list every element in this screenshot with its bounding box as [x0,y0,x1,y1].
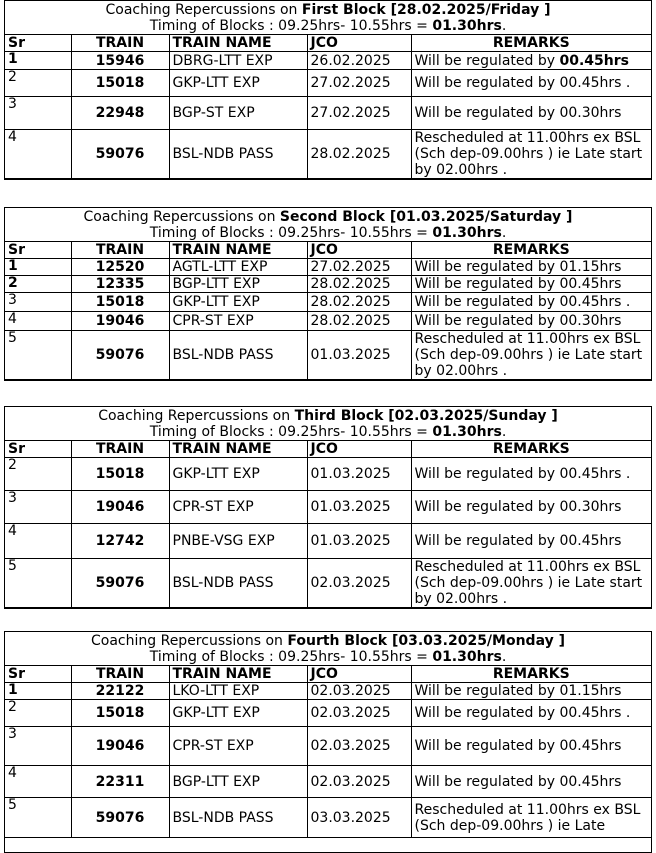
header-jco: JCO [307,666,411,683]
cell-train-name: LKO-LTT EXP [169,683,307,700]
cell-sr: 3 [5,727,71,766]
table-row [5,312,651,331]
cell-train-number: 19046 [71,727,169,766]
repercussions-table [5,241,651,380]
header-train: TRAIN [71,441,169,458]
header-remarks: REMARKS [411,35,651,52]
cell-jco-date: 26.02.2025 [307,52,411,70]
cell-train-number: 22122 [71,683,169,700]
cell-sr: 4 [5,130,71,179]
header-train: TRAIN [71,35,169,52]
cell-jco-date: 01.03.2025 [307,491,411,524]
cell-jco-date: 27.02.2025 [307,97,411,130]
cell-train-name: CPR-ST EXP [169,312,307,331]
cell-remarks: Will be regulated by 01.15hrs [411,259,651,276]
table-row [5,293,651,312]
cell-train-name: BSL-NDB PASS [169,559,307,608]
cell-sr: 4 [5,524,71,559]
cell-sr: 2 [5,276,71,293]
cell-train-name: BGP-LTT EXP [169,766,307,798]
cell-jco-date: 02.03.2025 [307,683,411,700]
table-header-row [5,35,651,52]
cell-remarks: Will be regulated by 00.45hrs [411,524,651,559]
block-second [4,207,652,381]
header-sr: Sr [5,666,71,683]
repercussions-table [5,665,651,838]
cell-train-number: 19046 [71,491,169,524]
table-row [5,559,651,608]
title-prefix: Coaching Repercussions on [83,209,280,225]
timing-prefix: Timing of Blocks : 09.25hrs- 10.55hrs = [149,225,433,241]
block-name: Second Block [01.03.2025/Saturday ] [279,209,573,225]
remarks-duration: 00.45hrs [559,52,629,69]
timing-prefix: Timing of Blocks : 09.25hrs- 10.55hrs = [149,424,433,440]
header-jco: JCO [307,242,411,259]
cell-train-name: CPR-ST EXP [169,491,307,524]
timing-suffix: . [501,649,507,665]
header-remarks: REMARKS [411,242,651,259]
header-train-name: TRAIN NAME [169,666,307,683]
cell-train-number: 12520 [71,259,169,276]
cell-jco-date: 28.02.2025 [307,312,411,331]
cell-train-number: 12335 [71,276,169,293]
table-row [5,331,651,380]
cell-jco-date: 27.02.2025 [307,259,411,276]
cell-remarks: Will be regulated by 00.45hrs [411,727,651,766]
table-row [5,97,651,130]
timing-duration: 01.30hrs [432,225,502,241]
cell-remarks: Will be regulated by 00.45hrs . [411,70,651,97]
cell-sr: 4 [5,312,71,331]
table-row [5,683,651,700]
block-timing [5,18,651,34]
cell-train-number: 15018 [71,700,169,727]
cell-remarks: Will be regulated by 00.30hrs [411,312,651,331]
cell-train-name: BGP-LTT EXP [169,276,307,293]
cell-train-name: GKP-LTT EXP [169,458,307,491]
block-fourth [4,631,652,853]
block-heading [5,407,651,440]
table-row [5,700,651,727]
cell-jco-date: 01.03.2025 [307,458,411,491]
cell-sr: 3 [5,97,71,130]
cell-train-name: GKP-LTT EXP [169,70,307,97]
cell-jco-date: 02.03.2025 [307,559,411,608]
header-train-name: TRAIN NAME [169,35,307,52]
block-title [5,408,651,424]
cell-train-name: PNBE-VSG EXP [169,524,307,559]
cell-jco-date: 01.03.2025 [307,524,411,559]
cell-jco-date: 02.03.2025 [307,727,411,766]
cell-sr: 5 [5,331,71,380]
cell-jco-date: 02.03.2025 [307,766,411,798]
cell-jco-date: 28.02.2025 [307,293,411,312]
header-jco: JCO [307,441,411,458]
cell-train-number: 59076 [71,559,169,608]
block-third [4,406,652,609]
table-header-row [5,666,651,683]
table-row [5,458,651,491]
title-prefix: Coaching Repercussions on [98,408,295,424]
cell-train-number: 15018 [71,70,169,97]
header-train: TRAIN [71,666,169,683]
cell-remarks: Will be regulated by 00.30hrs [411,491,651,524]
header-jco: JCO [307,35,411,52]
cell-train-number: 22311 [71,766,169,798]
block-title [5,209,651,225]
cell-sr: 4 [5,766,71,798]
remarks-text: Will be regulated by [414,52,560,69]
table-row [5,766,651,798]
cell-train-name: CPR-ST EXP [169,727,307,766]
cell-jco-date: 28.02.2025 [307,276,411,293]
title-prefix: Coaching Repercussions on [105,2,302,18]
header-sr: Sr [5,35,71,52]
table-row [5,491,651,524]
table-row [5,70,651,97]
cell-jco-date: 03.03.2025 [307,798,411,838]
timing-duration: 01.30hrs [432,424,502,440]
block-heading [5,208,651,241]
cell-sr: 2 [5,70,71,97]
table-header-row [5,242,651,259]
cell-train-number: 15018 [71,458,169,491]
cell-train-name: BGP-ST EXP [169,97,307,130]
cell-remarks: Will be regulated by 00.45hrs . [411,700,651,727]
cell-train-name: BSL-NDB PASS [169,798,307,838]
table-row [5,276,651,293]
cell-sr: 3 [5,293,71,312]
cell-sr: 2 [5,700,71,727]
cell-train-name: GKP-LTT EXP [169,293,307,312]
cell-train-number: 19046 [71,312,169,331]
block-timing [5,649,651,665]
table-row [5,52,651,70]
cell-sr: 5 [5,559,71,608]
cell-sr: 1 [5,683,71,700]
cell-sr: 1 [5,259,71,276]
header-remarks: REMARKS [411,666,651,683]
cell-train-name: BSL-NDB PASS [169,331,307,380]
cell-sr: 1 [5,52,71,70]
cell-sr: 5 [5,798,71,838]
block-heading [5,1,651,34]
cell-sr: 3 [5,491,71,524]
cell-train-name: AGTL-LTT EXP [169,259,307,276]
table-row [5,130,651,179]
cell-remarks [411,52,651,70]
cell-remarks: Rescheduled at 11.00hrs ex BSL (Sch dep-09.00hrs ) ie Late start by 02.00hrs . [411,331,651,380]
title-prefix: Coaching Repercussions on [91,633,288,649]
cell-train-number: 12742 [71,524,169,559]
timing-suffix: . [501,18,507,34]
cell-sr: 2 [5,458,71,491]
cell-train-number: 15018 [71,293,169,312]
header-sr: Sr [5,441,71,458]
header-sr: Sr [5,242,71,259]
cell-remarks: Will be regulated by 00.45hrs [411,276,651,293]
header-train-name: TRAIN NAME [169,242,307,259]
cell-jco-date: 02.03.2025 [307,700,411,727]
cell-remarks: Rescheduled at 11.00hrs ex BSL (Sch dep-09.00hrs ) ie Late start by 02.00hrs . [411,559,651,608]
header-remarks: REMARKS [411,441,651,458]
table-header-row [5,441,651,458]
cell-remarks: Will be regulated by 00.45hrs . [411,293,651,312]
cell-train-name: DBRG-LTT EXP [169,52,307,70]
table-row [5,259,651,276]
table-row [5,798,651,838]
cell-jco-date: 27.02.2025 [307,70,411,97]
timing-suffix: . [501,225,507,241]
timing-prefix: Timing of Blocks : 09.25hrs- 10.55hrs = [149,649,433,665]
repercussions-table [5,440,651,608]
cell-remarks: Will be regulated by 00.45hrs [411,766,651,798]
block-name: First Block [28.02.2025/Friday ] [301,2,551,18]
cell-remarks: Will be regulated by 01.15hrs [411,683,651,700]
cell-train-number: 59076 [71,331,169,380]
timing-prefix: Timing of Blocks : 09.25hrs- 10.55hrs = [149,18,433,34]
cell-jco-date: 01.03.2025 [307,331,411,380]
timing-duration: 01.30hrs [432,18,502,34]
header-train: TRAIN [71,242,169,259]
timing-duration: 01.30hrs [432,649,502,665]
cell-remarks: Will be regulated by 00.30hrs [411,97,651,130]
cell-remarks: Will be regulated by 00.45hrs . [411,458,651,491]
header-train-name: TRAIN NAME [169,441,307,458]
cell-train-number: 59076 [71,798,169,838]
repercussions-table [5,34,651,179]
cell-jco-date: 28.02.2025 [307,130,411,179]
cell-train-number: 22948 [71,97,169,130]
block-heading [5,632,651,665]
block-title [5,633,651,649]
timing-suffix: . [501,424,507,440]
block-timing [5,424,651,440]
block-timing [5,225,651,241]
cell-remarks: Rescheduled at 11.00hrs ex BSL (Sch dep-09.00hrs ) ie Late [411,798,651,838]
cell-train-name: GKP-LTT EXP [169,700,307,727]
table-row [5,524,651,559]
block-first [4,0,652,180]
cell-remarks: Rescheduled at 11.00hrs ex BSL (Sch dep-09.00hrs ) ie Late start by 02.00hrs . [411,130,651,179]
block-title [5,2,651,18]
cell-train-name: BSL-NDB PASS [169,130,307,179]
table-row [5,727,651,766]
block-name: Third Block [02.03.2025/Sunday ] [294,408,558,424]
cell-train-number: 59076 [71,130,169,179]
block-name: Fourth Block [03.03.2025/Monday ] [287,633,565,649]
cell-train-number: 15946 [71,52,169,70]
